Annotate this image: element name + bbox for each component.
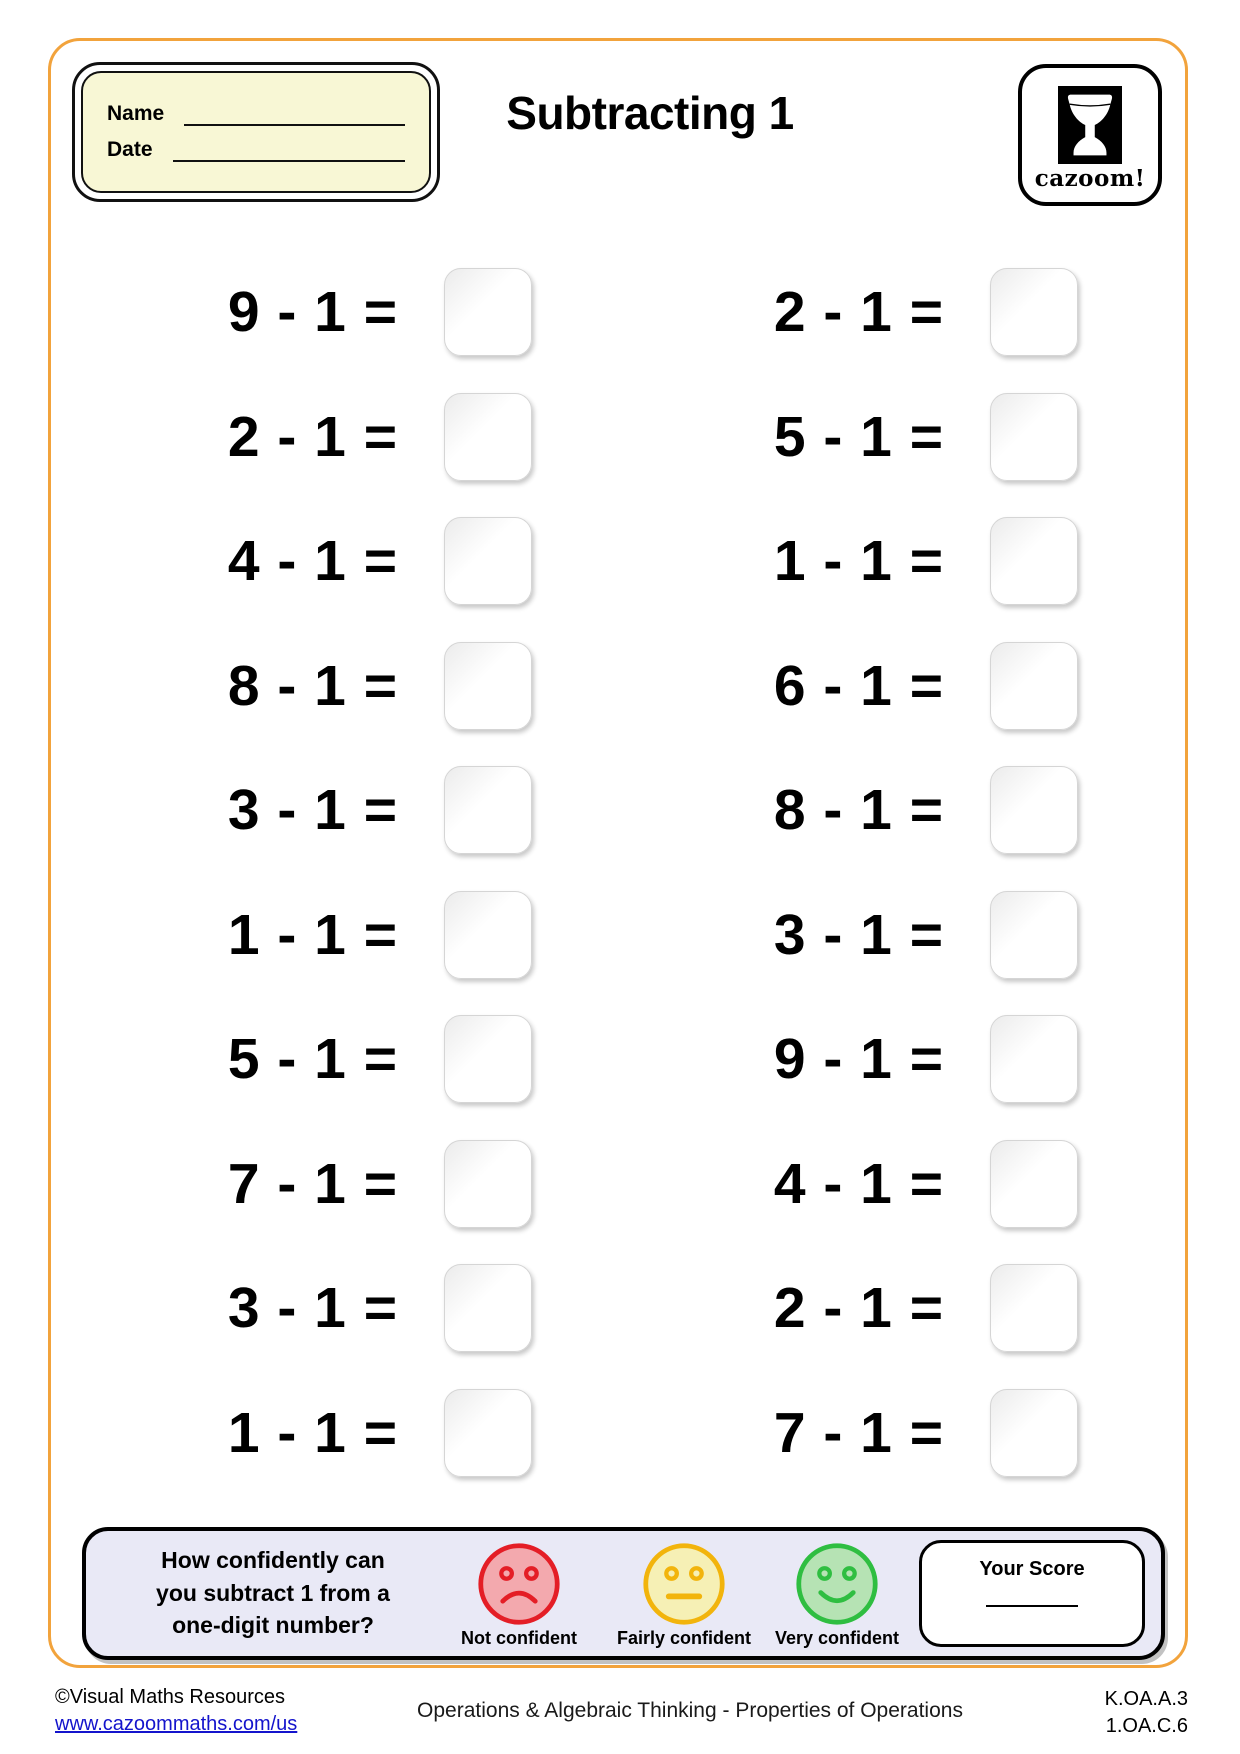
answer-box[interactable] [444, 766, 532, 854]
answer-box[interactable] [990, 891, 1078, 979]
score-input-line[interactable] [986, 1605, 1078, 1607]
name-input-line[interactable] [184, 102, 405, 126]
confidence-option-neutral[interactable] [604, 1541, 764, 1649]
happy-face-icon [794, 1541, 880, 1627]
problem-expression: 7 - 1 = [773, 1400, 944, 1465]
answer-box[interactable] [990, 1264, 1078, 1352]
answer-box[interactable] [990, 517, 1078, 605]
problem-expression: 4 - 1 = [227, 529, 398, 594]
problem-row [646, 499, 1078, 624]
confidence-bar [82, 1527, 1165, 1660]
djembe-drum-icon [1058, 86, 1122, 164]
problem-row [646, 375, 1078, 500]
name-date-box [72, 62, 440, 202]
problem-row [100, 997, 532, 1122]
name-date-box-inner [81, 71, 431, 193]
answer-box[interactable] [444, 642, 532, 730]
confidence-option-label: Not confident [461, 1628, 577, 1648]
problem-expression: 7 - 1 = [227, 1151, 398, 1216]
problem-expression: 3 - 1 = [773, 902, 944, 967]
problem-expression: 5 - 1 = [773, 404, 944, 469]
answer-box[interactable] [444, 1140, 532, 1228]
answer-box[interactable] [444, 393, 532, 481]
problem-row [100, 499, 532, 624]
problem-expression: 1 - 1 = [227, 902, 398, 967]
sad-face-icon [476, 1541, 562, 1627]
confidence-option-happy[interactable] [757, 1541, 917, 1649]
problem-row [646, 873, 1078, 998]
standards-codes [1105, 1686, 1188, 1740]
answer-box[interactable] [444, 1015, 532, 1103]
problem-row [646, 624, 1078, 749]
copyright-text: ©Visual Maths Resources [55, 1686, 286, 1708]
problem-row [646, 1246, 1078, 1371]
problem-expression: 3 - 1 = [227, 778, 398, 843]
confidence-question: How confidently can you subtract 1 from a one-digit number? [156, 1547, 390, 1639]
problem-row [100, 375, 532, 500]
problem-row [646, 997, 1078, 1122]
answer-box[interactable] [444, 517, 532, 605]
cazoom-logo [1018, 64, 1162, 206]
confidence-option-label: Fairly confident [616, 1628, 751, 1648]
name-label: Name [107, 102, 165, 125]
problem-expression: 5 - 1 = [227, 1027, 398, 1092]
website-link[interactable]: www.cazoommaths.com/us [55, 1713, 298, 1735]
problem-expression: 3 - 1 = [227, 1276, 398, 1341]
problem-row [100, 624, 532, 749]
problem-expression: 2 - 1 = [227, 404, 398, 469]
problem-row [100, 1122, 532, 1247]
problem-row [100, 748, 532, 873]
answer-box[interactable] [990, 1015, 1078, 1103]
answer-box[interactable] [444, 891, 532, 979]
problem-row [100, 1246, 532, 1371]
answer-box[interactable] [444, 1264, 532, 1352]
date-input-line[interactable] [173, 138, 405, 162]
neutral-face-icon [641, 1541, 727, 1627]
answer-box[interactable] [444, 1389, 532, 1477]
footer [0, 1686, 1240, 1746]
problem-expression: 6 - 1 = [773, 653, 944, 718]
problem-row [646, 1371, 1078, 1496]
standard-code: 1.OA.C.6 [1105, 1715, 1188, 1737]
footer-strand-text: Operations & Algebraic Thinking - Properties of Operations [417, 1699, 963, 1722]
problem-row [100, 873, 532, 998]
problem-expression: 1 - 1 = [773, 529, 944, 594]
problem-expression: 8 - 1 = [773, 778, 944, 843]
confidence-option-label: Very confident [774, 1628, 900, 1648]
standard-code: K.OA.A.3 [1104, 1688, 1188, 1710]
problem-expression: 1 - 1 = [227, 1400, 398, 1465]
score-label: Your Score [979, 1558, 1085, 1580]
problem-expression: 8 - 1 = [227, 653, 398, 718]
logo-wordmark: cazoom! [1034, 165, 1146, 192]
problem-expression: 9 - 1 = [227, 280, 398, 345]
problem-row [100, 250, 532, 375]
date-label: Date [107, 138, 153, 161]
answer-box[interactable] [990, 642, 1078, 730]
problem-row [100, 1371, 532, 1496]
answer-box[interactable] [444, 268, 532, 356]
answer-box[interactable] [990, 766, 1078, 854]
problem-expression: 4 - 1 = [773, 1151, 944, 1216]
answer-box[interactable] [990, 1140, 1078, 1228]
answer-box[interactable] [990, 1389, 1078, 1477]
answer-box[interactable] [990, 393, 1078, 481]
problem-expression: 2 - 1 = [773, 280, 944, 345]
page-title: Subtracting 1 [506, 87, 794, 139]
problem-row [646, 748, 1078, 873]
problem-expression: 2 - 1 = [773, 1276, 944, 1341]
problem-row [646, 1122, 1078, 1247]
answer-box[interactable] [990, 268, 1078, 356]
problems-column-right [646, 250, 1078, 1495]
score-box [919, 1540, 1145, 1647]
confidence-option-sad[interactable] [439, 1541, 599, 1649]
problem-row [646, 250, 1078, 375]
problem-expression: 9 - 1 = [773, 1027, 944, 1092]
problems-column-left [100, 250, 532, 1495]
